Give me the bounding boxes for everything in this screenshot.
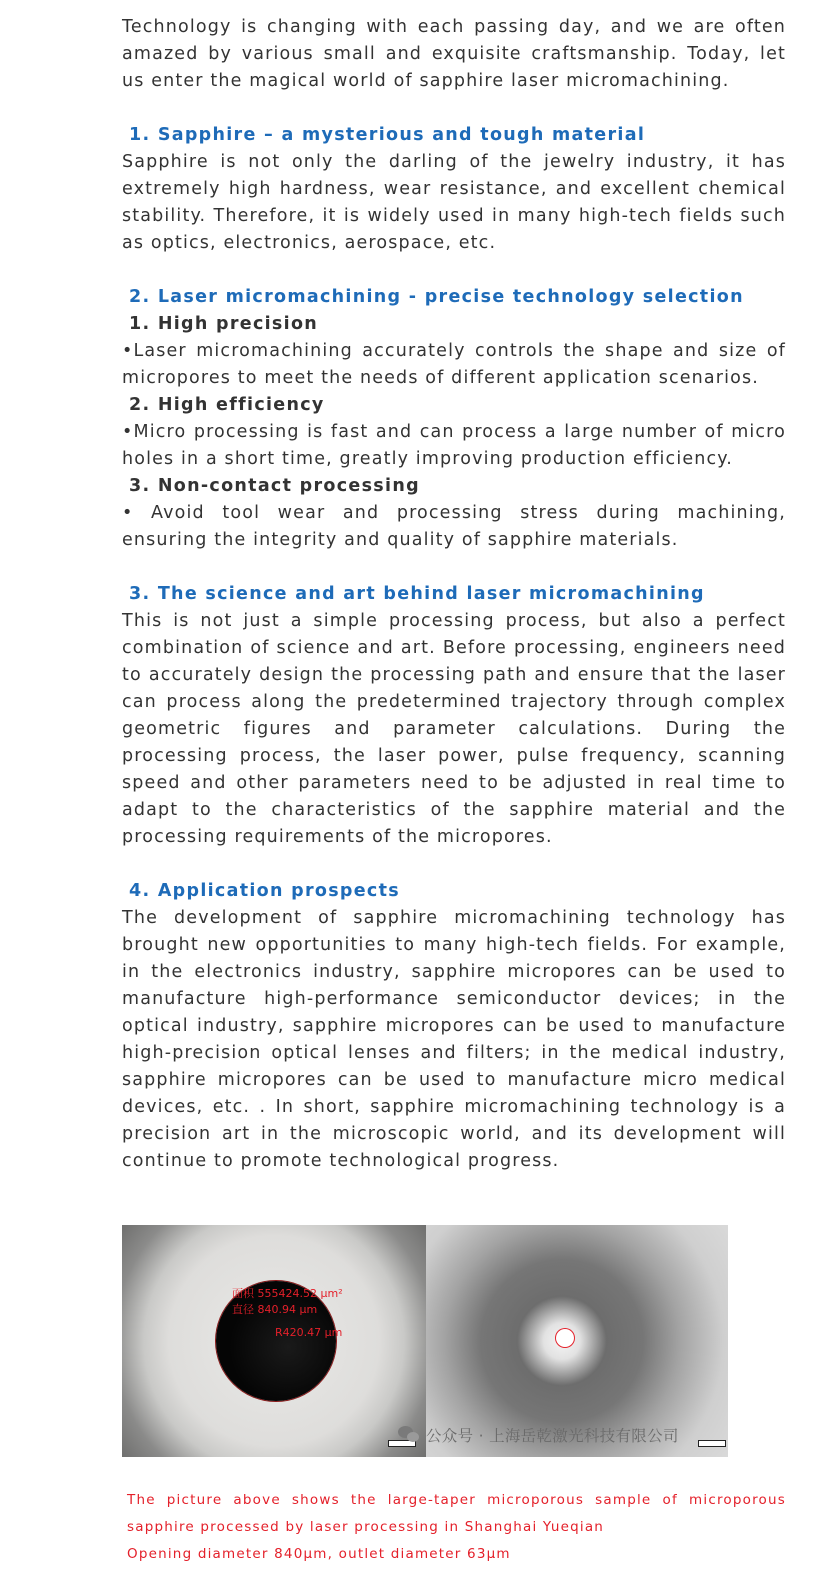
caption-line-1: The picture above shows the large-taper microporous sample of microporous sapphire processed by laser processing in Shanghai Yueqian — [127, 1492, 786, 1535]
section-body-3: This is not just a simple processing process, but also a perfect combination of science and art. Before processing, engineers need to accurately design the processing path and ensure that the laser can process along the predetermined trajectory through complex geometric figures and parameter calculations. During the processing process, the laser power, pulse frequency, scanning speed and other parameters need to be adjusted in real time to adapt to the characteristics of the sapphire material and the processing requirements of the micropores. — [122, 611, 786, 847]
subheading-non-contact: 3. Non-contact processing — [129, 476, 420, 496]
subheading-high-precision: 1. High precision — [129, 314, 319, 334]
watermark — [398, 1423, 679, 1447]
intro-paragraph: Technology is changing with each passing day, and we are often amazed by various small and exquisite craftsmanship. Today, let us enter the magical world of sapphire laser micromachining. — [122, 17, 786, 91]
outlet-hole — [556, 1329, 574, 1347]
opening-micrograph — [122, 1225, 426, 1457]
section-heading-3: 3. The science and art behind laser micromachining — [129, 584, 705, 604]
figure-caption — [122, 1487, 786, 1568]
bullet-non-contact: • Avoid tool wear and processing stress during machining, ensuring the integrity and quality of sapphire materials. — [122, 503, 786, 550]
section-body-1: Sapphire is not only the darling of the jewelry industry, it has extremely high hardness, wear resistance, and excellent chemical stability. Therefore, it is widely used in many high-tech fields such as optics, electronics, aerospace, etc. — [122, 152, 786, 253]
scale-bar — [698, 1440, 726, 1447]
diameter-label: 直径 840.94 μm — [232, 1303, 318, 1316]
bullet-high-precision: •Laser micromachining accurately controls the shape and size of micropores to meet the needs of different application scenarios. — [122, 341, 786, 388]
watermark-text: 公众号 · 上海岳乾激光科技有限公司 — [426, 1427, 679, 1445]
section-body-4: The development of sapphire micromachining technology has brought new opportunities to many high-tech fields. For example, in the electronics industry, sapphire micropores can be used to manufacture high-performance semiconductor devices; in the optical industry, sapphire micropores can be used to manufacture high-precision optical lenses and filters; in the medical industry, sapphire micropores can be used to manufacture micro medical devices, etc. . In short, sapphire micromachining technology is a precision art in the microscopic world, and its development will continue to promote technological progress. — [122, 908, 786, 1171]
article — [122, 14, 786, 1175]
caption-line-2: Opening diameter 840μm, outlet diameter 63μm — [127, 1546, 511, 1562]
area-label: 面积 555424.52 μm² — [232, 1287, 343, 1300]
section-heading-1: 1. Sapphire – a mysterious and tough material — [129, 125, 646, 145]
section-heading-4: 4. Application prospects — [129, 881, 400, 901]
bullet-high-efficiency: •Micro processing is fast and can process a large number of micro holes in a short time, greatly improving production efficiency. — [122, 422, 786, 469]
section-heading-2: 2. Laser micromachining - precise technology selection — [129, 287, 744, 307]
radius-label: R420.47 μm — [275, 1326, 343, 1339]
wechat-icon — [398, 1426, 420, 1444]
subheading-high-efficiency: 2. High efficiency — [129, 395, 325, 415]
